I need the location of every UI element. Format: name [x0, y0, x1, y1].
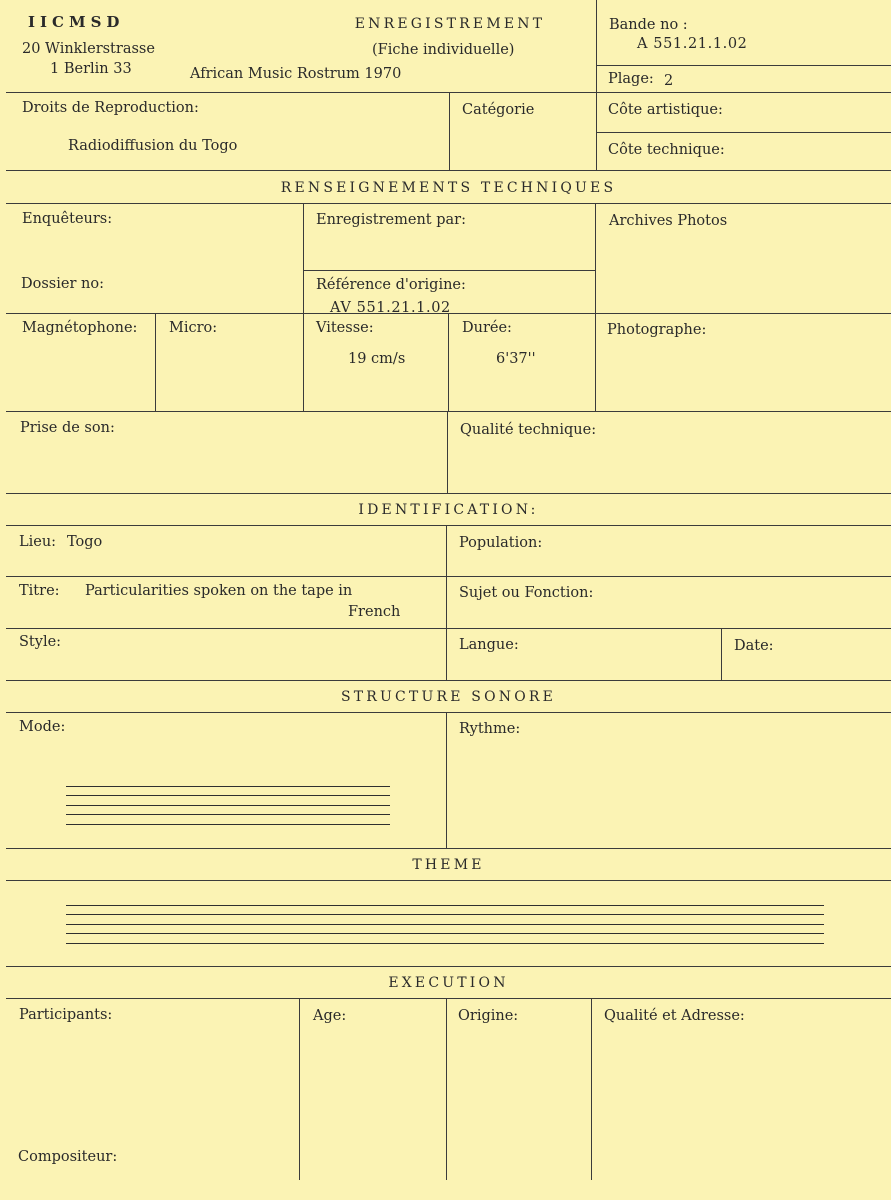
rule-h: [6, 203, 891, 204]
section-structure-title: STRUCTURE SONORE: [340, 689, 557, 705]
rule-v: [449, 92, 450, 170]
bande-value: A 551.21.1.02: [637, 36, 748, 52]
form-title: ENREGISTREMENT: [354, 16, 546, 32]
rule-v: [721, 628, 722, 680]
section-theme-title: THEME: [412, 857, 485, 873]
rule-v: [595, 203, 596, 411]
enqueteurs-label: Enquêteurs:: [22, 211, 113, 227]
section-execution-title: EXECUTION: [388, 975, 509, 991]
lieu-label: Lieu:: [19, 534, 57, 550]
rule-h: [303, 270, 595, 271]
rule-v: [299, 998, 300, 1180]
rule-h: [596, 65, 891, 66]
plage-value: 2: [664, 73, 674, 89]
langue-label: Langue:: [459, 637, 519, 653]
titre-label: Titre:: [19, 583, 60, 599]
rule-v: [303, 203, 304, 411]
population-label: Population:: [459, 535, 543, 551]
qualite-technique-label: Qualité technique:: [460, 422, 597, 438]
droits-label: Droits de Reproduction:: [22, 100, 199, 116]
rythme-label: Rythme:: [459, 721, 521, 737]
event-name: African Music Rostrum 1970: [190, 66, 402, 82]
rule-h: [596, 132, 891, 133]
participants-label: Participants:: [19, 1007, 113, 1023]
staff-line: [66, 943, 824, 944]
categorie-label: Catégorie: [462, 102, 535, 118]
cote-artistique-label: Côte artistique:: [608, 102, 723, 118]
archives-photos-label: Archives Photos: [609, 213, 728, 229]
plage-label: Plage:: [608, 71, 654, 87]
rule-v: [448, 313, 449, 411]
mode-label: Mode:: [19, 719, 66, 735]
rule-h: [6, 525, 891, 526]
rule-h: [6, 880, 891, 881]
rule-h: [6, 170, 891, 171]
staff-line: [66, 795, 390, 796]
micro-label: Micro:: [169, 320, 218, 336]
vitesse-value: 19 cm/s: [348, 351, 406, 367]
address-line-2: 1 Berlin 33: [50, 61, 132, 77]
staff-line: [66, 924, 824, 925]
staff-line: [66, 933, 824, 934]
dossier-label: Dossier no:: [21, 276, 104, 292]
qualite-adresse-label: Qualité et Adresse:: [604, 1008, 745, 1024]
cote-technique-label: Côte technique:: [608, 142, 725, 158]
rule-v: [591, 998, 592, 1180]
staff-line: [66, 814, 390, 815]
style-label: Style:: [19, 634, 62, 650]
rule-h: [6, 712, 891, 713]
sujet-label: Sujet ou Fonction:: [459, 585, 594, 601]
rule-v: [446, 712, 447, 848]
reference-value: AV 551.21.1.02: [330, 300, 451, 316]
duree-value: 6'37'': [496, 351, 536, 367]
section-identification-title: IDENTIFICATION:: [358, 502, 539, 518]
lieu-value: Togo: [67, 534, 103, 550]
duree-label: Durée:: [462, 320, 512, 336]
staff-line: [66, 905, 824, 906]
rule-v: [155, 313, 156, 411]
rule-h: [6, 576, 891, 577]
section-technical-title: RENSEIGNEMENTS TECHNIQUES: [280, 180, 617, 196]
form-subtitle: (Fiche individuelle): [372, 42, 515, 58]
photographe-label: Photographe:: [607, 322, 707, 338]
staff-line: [66, 805, 390, 806]
rule-h: [6, 966, 891, 967]
compositeur-label: Compositeur:: [18, 1149, 118, 1165]
bande-label: Bande no :: [609, 17, 688, 33]
staff-line: [66, 786, 390, 787]
rule-h: [6, 998, 891, 999]
rule-v: [446, 525, 447, 680]
origine-label: Origine:: [458, 1008, 519, 1024]
vitesse-label: Vitesse:: [316, 320, 374, 336]
enregistrement-par-label: Enregistrement par:: [316, 212, 466, 228]
staff-line: [66, 824, 390, 825]
staff-line: [66, 914, 824, 915]
rule-v: [596, 0, 597, 92]
rule-v: [446, 998, 447, 1180]
prise-de-son-label: Prise de son:: [20, 420, 115, 436]
date-label: Date:: [734, 638, 774, 654]
rule-h: [6, 680, 891, 681]
reference-label: Référence d'origine:: [316, 277, 466, 293]
droits-value: Radiodiffusion du Togo: [68, 138, 238, 154]
age-label: Age:: [313, 1008, 347, 1024]
rule-h: [6, 628, 891, 629]
rule-v: [596, 92, 597, 170]
magnetophone-label: Magnétophone:: [22, 320, 138, 336]
titre-value-line-2: French: [348, 604, 401, 620]
rule-h: [6, 493, 891, 494]
rule-h: [6, 848, 891, 849]
titre-value-line-1: Particularities spoken on the tape in: [85, 583, 353, 599]
rule-v: [447, 411, 448, 493]
institute-logo: IICMSD: [28, 13, 125, 31]
address-line-1: 20 Winklerstrasse: [22, 41, 155, 57]
rule-h: [6, 411, 891, 412]
